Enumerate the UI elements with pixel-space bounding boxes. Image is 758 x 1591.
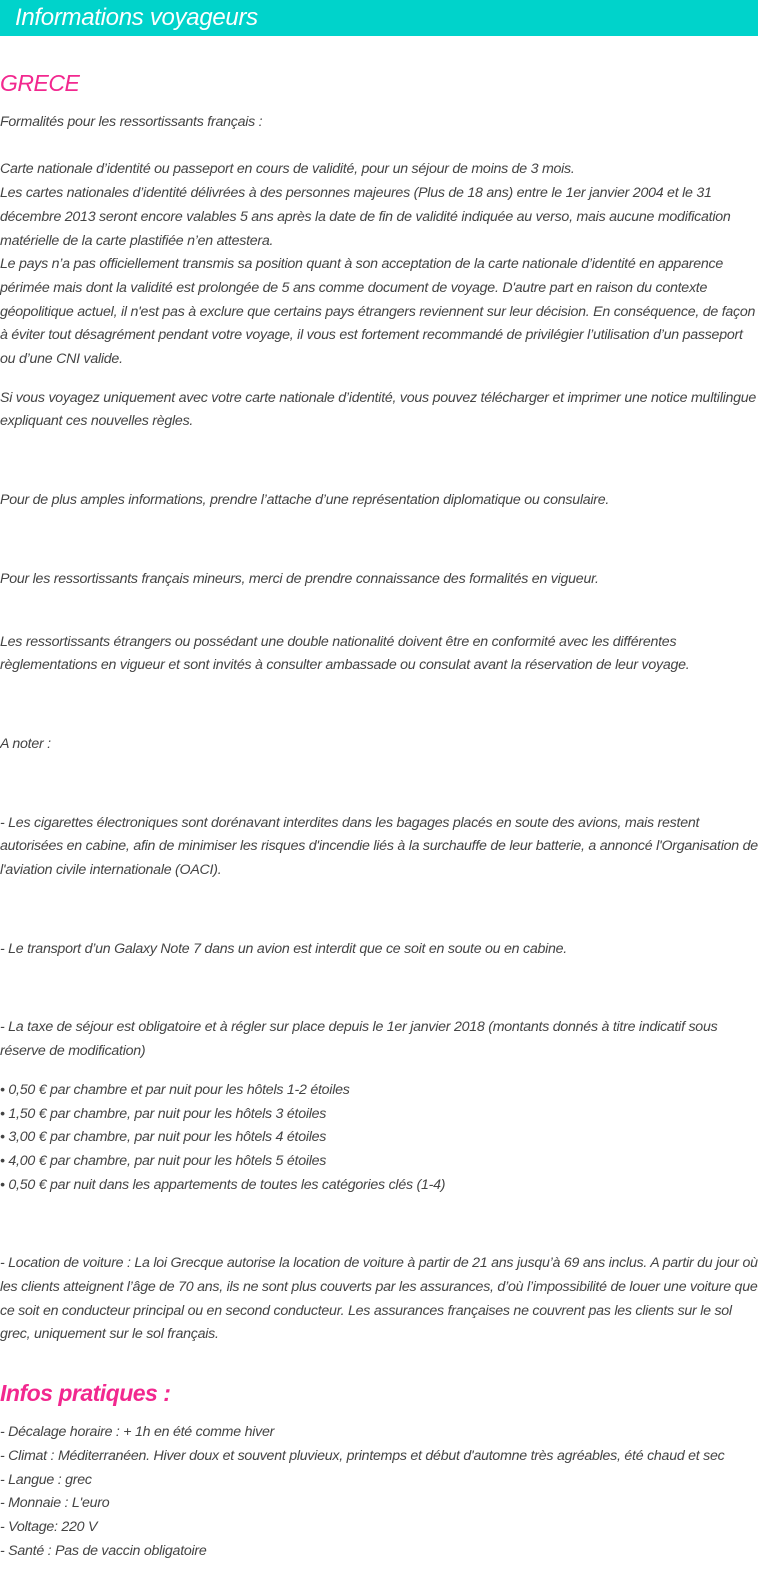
- id-line: Le pays n’a pas officiellement transmis sa position quant à son acceptation de la carte nationale d’identité en apparence périmée mais dont la validité est prolongée de 5 ans comme document de voyage. D'autre part en raison du contexte géopolitique actuel, il n'est pas à exclure que certains pays étrangers reviennent sur leur décision. En conséquence, de façon à éviter tout désagrément pendant votre voyage, il vous est fortement recommandé de privilégier l’utilisation d’un passeport ou d’une CNI valide.: [0, 256, 756, 368]
- galaxy-note: - Le transport d’un Galaxy Note 7 dans un avion est interdit que ce soit en soute ou en cabine.: [0, 940, 567, 957]
- practical-item: - Voltage: 220 V: [0, 1519, 98, 1535]
- foreigners-paragraph: Les ressortissants étrangers ou possédant une double nationalité doivent être en conformité avec les différentes règlementations en vigueur et sont invités à consulter ambassade ou consulat avant la réservation de leur voyage.: [0, 633, 690, 674]
- id-requirements: [0, 158, 758, 371]
- practical-item: - Langue : grec: [0, 1471, 92, 1488]
- tax-list: [0, 1079, 758, 1198]
- ecigarettes-note: - Les cigarettes électroniques sont dorénavant interdites dans les bagages placés en soute des avions, mais restent autorisées en cabine, afin de minimiser les risques d'incendie liés à la surchauffe de leur batterie, a annoncé l'Organisation de l'aviation civile internationale (OACI).: [0, 814, 758, 879]
- id-line: Les cartes nationales d’identité délivrées à des personnes majeures (Plus de 18 ans) entre le 1er janvier 2004 et le 31 décembre 2013 seront encore valables 5 ans après la date de fin de validité indiquée au verso, mais aucune modification matérielle de la carte plastifiée n’en attestera.: [0, 185, 731, 249]
- notice-paragraph: Si vous voyagez uniquement avec votre carte nationale d’identité, vous pouvez télécharger et imprimer une notice multilingue expliquant ces nouvelles règles.: [0, 389, 757, 430]
- country-title: GRECE: [0, 70, 80, 96]
- tax-intro: - La taxe de séjour est obligatoire et à régler sur place depuis le 1er janvier 2018 (montants donnés à titre indicatif sous réserve de modification): [0, 1019, 718, 1060]
- practical-info-title: Infos pratiques :: [0, 1380, 171, 1407]
- formalities-intro: Formalités pour les ressortissants français :: [0, 114, 263, 130]
- practical-item: - Santé : Pas de vaccin obligatoire: [0, 1542, 207, 1559]
- content: [0, 70, 758, 1563]
- practical-item: - Climat : Méditerranéen. Hiver doux et souvent pluvieux, printemps et début d'automne très agréables, été chaud et sec: [0, 1447, 725, 1464]
- tax-item: • 0,50 € par chambre et par nuit pour les hôtels 1-2 étoiles: [0, 1081, 350, 1098]
- header-bar: [0, 0, 758, 36]
- minors-paragraph: Pour les ressortissants français mineurs, merci de prendre connaissance des formalités en vigueur.: [0, 570, 599, 587]
- car-rental-note: - Location de voiture : La loi Grecque autorise la location de voiture à partir de 21 ans jusqu’à 69 ans inclus. A partir du jour où les clients atteignent l’âge de 70 ans, ils ne sont plus couverts par les assurances, d’où l’impossibilité de louer une voiture que ce soit en conducteur principal ou en second conducteur. Les assurances françaises ne couvrent pas les clients sur le sol grec, uniquement sur le sol français.: [0, 1255, 758, 1343]
- header-title: Informations voyageurs: [15, 4, 258, 31]
- tax-item: • 0,50 € par nuit dans les appartements de toutes les catégories clés (1-4): [0, 1176, 446, 1193]
- notes-label: A noter :: [0, 735, 51, 752]
- practical-item: - Décalage horaire : + 1h en été comme hiver: [0, 1424, 275, 1441]
- practical-info-list: [0, 1421, 758, 1563]
- tax-item: • 4,00 € par chambre, par nuit pour les hôtels 5 étoiles: [0, 1152, 327, 1169]
- tax-item: • 3,00 € par chambre, par nuit pour les hôtels 4 étoiles: [0, 1129, 327, 1146]
- practical-item: - Monnaie : L'euro: [0, 1495, 110, 1512]
- more-info-paragraph: Pour de plus amples informations, prendre l’attache d’une représentation diplomatique ou consulaire.: [0, 492, 610, 509]
- id-line: Carte nationale d’identité ou passeport en cours de validité, pour un séjour de moins de 3 mois.: [0, 161, 575, 178]
- tax-item: • 1,50 € par chambre, par nuit pour les hôtels 3 étoiles: [0, 1105, 327, 1122]
